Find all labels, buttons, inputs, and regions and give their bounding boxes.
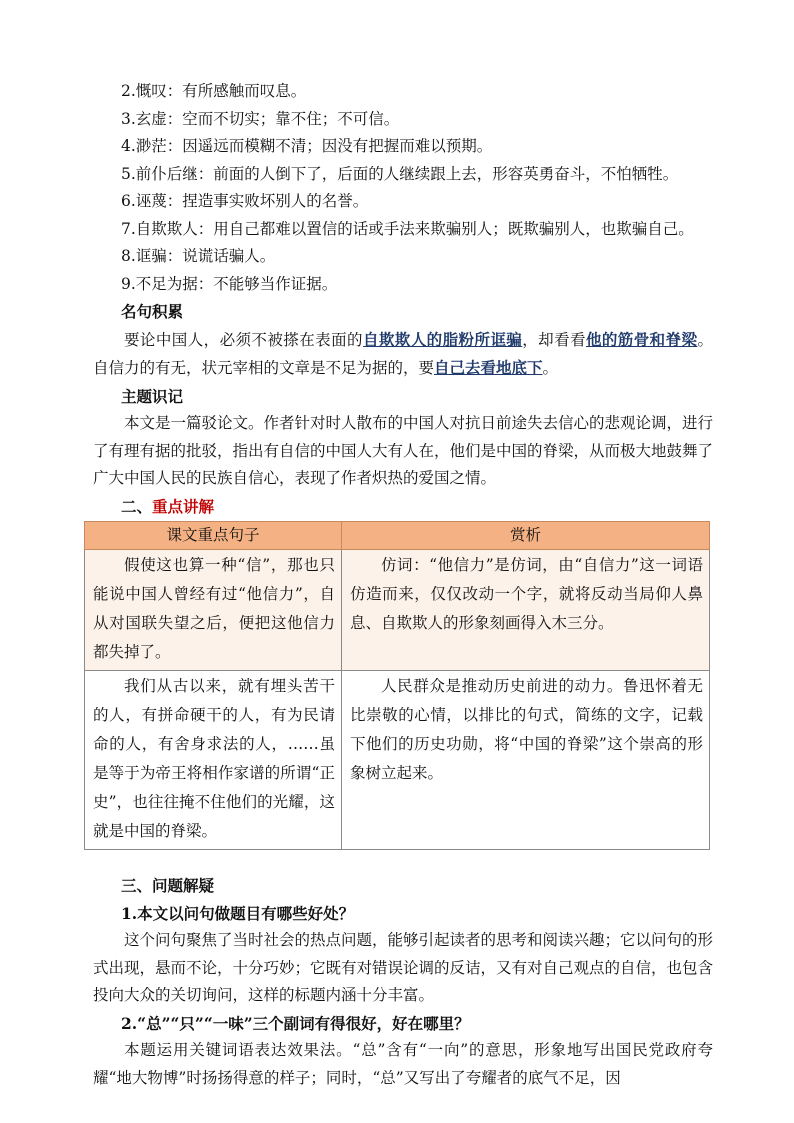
spacer — [93, 850, 713, 872]
section-number: 二、 — [121, 496, 153, 516]
glossary-item: 9.不足为据：不能够当作证据。 — [121, 274, 338, 293]
glossary-item: 3.玄虚：空而不切实；靠不住；不可信。 — [121, 109, 400, 128]
table-cell-analysis — [342, 550, 710, 671]
column-header: 赏析 — [342, 522, 710, 550]
quote-text: 。 — [542, 359, 559, 377]
table-cell-sentence — [85, 671, 342, 850]
glossary-item: 7.自欺欺人：用自己都难以置信的话或手法来欺骗别人；既欺骗别人，也欺骗自己。 — [121, 219, 694, 238]
table-row — [85, 671, 710, 850]
section-title: 重点讲解 — [152, 496, 215, 516]
famous-quotes-heading: 名句积累 — [121, 302, 184, 321]
analysis-text: 仿词：“他信力”是仿词，由“自信力”这一词语仿造而来，仅仅改动一个字，就将反动当局仰人鼻息、自欺欺人的形象刻画得入木三分。 — [350, 556, 703, 632]
sentence-text: 假使这也算一种“信”，那也只能说中国人曾经有过“他信力”，自从对国联失望之后，便把这他信力都失掉了。 — [93, 556, 335, 661]
quote-text: 要论中国人，必须不被搽在表面的 — [124, 330, 363, 349]
glossary-item: 2.慨叹：有所感触而叹息。 — [121, 82, 307, 100]
table-cell-sentence — [85, 550, 342, 671]
column-header: 课文重点句子 — [85, 522, 342, 550]
theme-paragraph: 本文是一篇驳论文。作者针对时人散布的中国人对抗日前途失去信心的悲观论调，进行了有理有据的批驳，指出有自信的中国人大有人在，他们是中国的脊梁，从而极大地鼓舞了广大中国人民的民族自信心，表现了作者炽热的爱国之情。 — [93, 414, 714, 487]
theme-heading: 主题识记 — [121, 386, 184, 406]
table-header-row — [85, 522, 710, 550]
key-sentences-table — [84, 521, 710, 850]
quote-emphasis: 他的筋骨和脊梁 — [585, 329, 698, 349]
answer-paragraph: 这个问句聚焦了当时社会的热点问题，能够引起读者的思考和阅读兴趣；它以问句的形式出现，悬而不论，十分巧妙；它既有对错误论调的反诘，又有对自己观点的自信，也包含投向大众的关切询问，这样的标题内涵十分丰富。 — [93, 931, 714, 1004]
document-content — [93, 78, 713, 1092]
table-cell-analysis — [342, 671, 710, 850]
glossary-item: 6.诬蔑：捏造事实败坏别人的名誉。 — [121, 192, 369, 210]
famous-quote-paragraph — [93, 326, 713, 383]
quote-text: ，却看看 — [522, 330, 586, 349]
glossary-item: 5.前仆后继：前面的人倒下了，后面的人继续跟上去，形容英勇奋斗，不怕牺牲。 — [121, 164, 679, 183]
section-key-points-heading — [93, 493, 713, 521]
quote-emphasis: 自己去看地底下 — [434, 358, 543, 377]
quote-text: 。自信力的有无，状元宰相的文章是不足为据的，要 — [93, 330, 713, 377]
table-row — [85, 550, 710, 671]
glossary-item: 8.诓骗：说谎话骗人。 — [121, 247, 276, 265]
glossary-list — [93, 78, 713, 298]
answer-paragraph: 本题运用关键词语表达效果法。“总”含有“一向”的意思，形象地写出国民党政府夸耀“地大物博”时扬扬得意的样子；同时，“总”又写出了夸耀者的底气不足，因 — [93, 1041, 713, 1087]
sentence-text: 我们从古以来，就有埋头苦干的人，有拼命硬干的人，有为民请命的人，有舍身求法的人，……虽是等于为帝王将相作家谱的所谓“正史”，也往往掩不住他们的光耀，这就是中国的脊梁。 — [93, 677, 335, 840]
question-title: 1.本文以问句做题目有哪些好处？ — [121, 903, 355, 923]
glossary-item: 4.渺茫：因遥远而模糊不清；因没有把握而难以预期。 — [121, 137, 493, 155]
quote-emphasis: 自欺欺人的脂粉所诓骗 — [362, 329, 523, 349]
question-title: 2.“总”“只”“一味”三个副词有得很好，好在哪里？ — [121, 1013, 470, 1033]
analysis-text: 人民群众是推动历史前进的动力。鲁迅怀着无比崇敬的心情，以排比的句式，简练的文字，记载下他们的历史功勋，将“中国的脊梁”这个崇高的形象树立起来。 — [350, 677, 703, 782]
section-questions-heading: 三、问题解疑 — [121, 876, 215, 895]
